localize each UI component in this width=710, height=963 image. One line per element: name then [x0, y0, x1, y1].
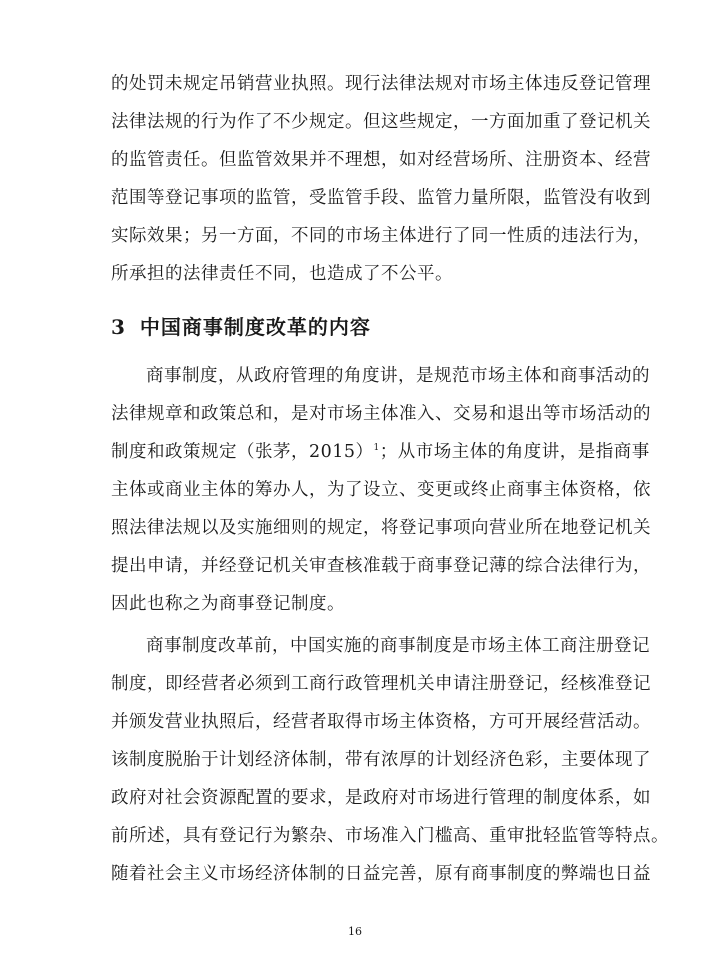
- paragraph-line: 法律法规的行为作了不少规定。但这些规定，一方面加重了登记机关: [111, 112, 651, 132]
- page-number: 16: [348, 925, 362, 938]
- paragraph-line: 实际效果；另一方面，不同的市场主体进行了同一性质的违法行为，: [111, 226, 651, 246]
- paragraph-line: 照法律法规以及实施细则的规定，将登记事项向营业所在地登记机关: [111, 518, 651, 538]
- paragraph-line-with-citation: [111, 440, 650, 464]
- paragraph-line: 主体或商业主体的筹办人，为了设立、变更或终止商事主体资格，依: [111, 480, 651, 500]
- paragraph-line: 法律规章和政策总和，是对市场主体准入、交易和退出等市场活动的: [111, 404, 651, 424]
- section-heading: [111, 312, 371, 342]
- paragraph-text: ；从市场主体的角度讲，是指商事: [379, 442, 650, 462]
- paragraph-line: 范围等登记事项的监管，受监管手段、监管力量所限，监管没有收到: [111, 188, 651, 208]
- citation-reference: 1: [373, 443, 380, 454]
- paragraph-line: 政府对社会资源配置的要求，是政府对市场进行管理的制度体系，如: [111, 788, 651, 808]
- paragraph-line: 因此也称之为商事登记制度。: [111, 594, 345, 614]
- paragraph-line: 随着社会主义市场经济体制的日益完善，原有商事制度的弊端也日益: [111, 864, 651, 884]
- paragraph-line: 提出申请，并经登记机关审查核准载于商事登记薄的综合法律行为，: [111, 556, 651, 576]
- section-number: 3: [111, 315, 126, 339]
- section-title: 中国商事制度改革的内容: [139, 315, 371, 339]
- paragraph-line: 商事制度，从政府管理的角度讲，是规范市场主体和商事活动的: [146, 366, 650, 386]
- paragraph-line: 的处罚未规定吊销营业执照。现行法律法规对市场主体违反登记管理: [111, 74, 651, 94]
- paragraph-line: 商事制度改革前，中国实施的商事制度是市场主体工商注册登记: [146, 636, 650, 656]
- citation-text: 制度和政策规定（张茅，2015）: [111, 442, 374, 462]
- paragraph-line: 所承担的法律责任不同，也造成了不公平。: [111, 264, 453, 284]
- paragraph-line: 该制度脱胎于计划经济体制，带有浓厚的计划经济色彩，主要体现了: [111, 750, 651, 770]
- paragraph-line: 制度，即经营者必须到工商行政管理机关申请注册登记，经核准登记: [111, 674, 651, 694]
- paragraph-line: 并颁发营业执照后，经营者取得市场主体资格，方可开展经营活动。: [111, 712, 651, 732]
- paragraph-line: 的监管责任。但监管效果并不理想，如对经营场所、注册资本、经营: [111, 150, 651, 170]
- paragraph-line: 前所述，具有登记行为繁杂、市场准入门槛高、重审批轻监管等特点。: [111, 826, 669, 846]
